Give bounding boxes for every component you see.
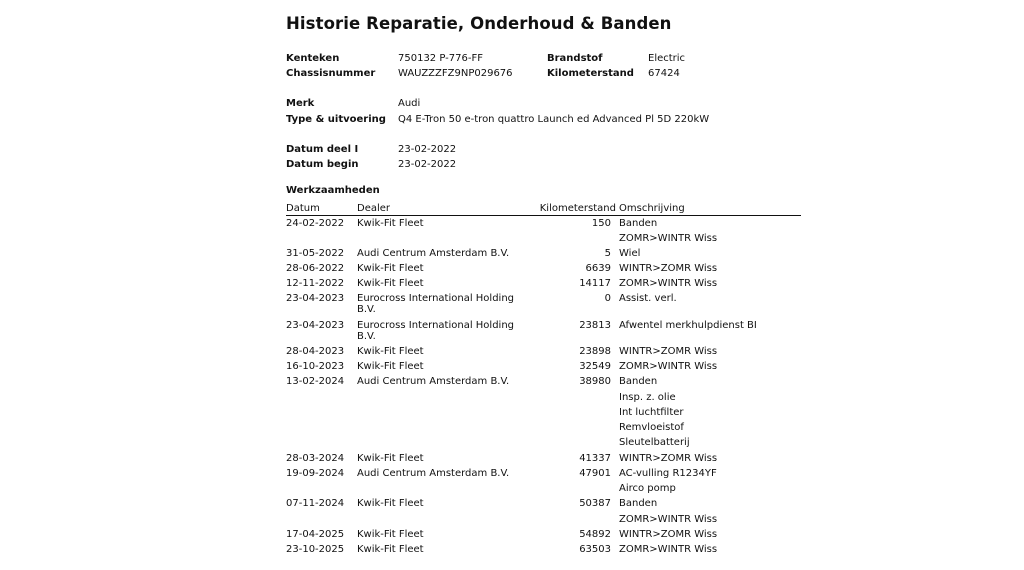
row-omschrijving: ZOMR>WINTR Wiss [619,278,718,289]
header-rule [286,215,801,216]
row-kilometerstand: 5 [604,248,611,259]
row-omschrijving: ZOMR>WINTR Wiss [619,514,718,525]
werkzaamheden-title: Werkzaamheden [286,185,380,196]
row-dealer: Kwik-Fit Fleet [357,346,424,357]
row-dealer: Kwik-Fit Fleet [357,453,424,464]
row-kilometerstand: 63503 [579,544,611,555]
row-date: 28-03-2024 [286,453,345,464]
row-omschrijving: WINTR>ZOMR Wiss [619,529,718,540]
chassis-value: WAUZZZFZ9NP029676 [398,68,513,79]
row-date: 07-11-2024 [286,498,345,509]
header-kilometerstand: Kilometerstand [539,203,616,214]
row-date: 24-02-2022 [286,218,345,229]
row-dealer: Kwik-Fit Fleet [357,263,424,274]
row-omschrijving: ZOMR>WINTR Wiss [619,361,718,372]
datum-deel-label: Datum deel I [286,144,359,155]
row-kilometerstand: 6639 [585,263,611,274]
row-omschrijving: ZOMR>WINTR Wiss [619,233,718,244]
row-omschrijving: Int luchtfilter [619,407,684,418]
datum-deel-value: 23-02-2022 [398,144,457,155]
row-kilometerstand: 0 [604,293,611,304]
row-omschrijving: Insp. z. olie [619,392,676,403]
datum-begin-value: 23-02-2022 [398,159,457,170]
row-date: 16-10-2023 [286,361,345,372]
row-date: 23-04-2023 [286,293,345,304]
row-date: 28-06-2022 [286,263,345,274]
row-dealer: Eurocross International Holding B.V. [357,293,515,315]
row-omschrijving: Banden [619,498,658,509]
datum-begin-label: Datum begin [286,159,359,170]
brandstof-value: Electric [648,53,686,64]
row-date: 17-04-2025 [286,529,345,540]
row-kilometerstand: 50387 [579,498,611,509]
row-date: 13-02-2024 [286,376,345,387]
row-date: 23-10-2025 [286,544,345,555]
row-dealer: Eurocross International Holding B.V. [357,320,515,342]
merk-value: Audi [398,98,421,109]
page-title: Historie Reparatie, Onderhoud & Banden [286,14,672,33]
row-dealer: Audi Centrum Amsterdam B.V. [357,376,510,387]
row-kilometerstand: 32549 [579,361,611,372]
row-omschrijving: WINTR>ZOMR Wiss [619,346,718,357]
kenteken-value: 750132 P-776-FF [398,53,483,64]
table-header [286,202,801,215]
row-dealer: Audi Centrum Amsterdam B.V. [357,468,510,479]
row-date: 23-04-2023 [286,320,345,331]
row-dealer: Kwik-Fit Fleet [357,278,424,289]
type-value: Q4 E-Tron 50 e-tron quattro Launch ed Advanced Pl 5D 220kW [398,114,710,125]
row-dealer: Kwik-Fit Fleet [357,529,424,540]
type-label: Type & uitvoering [286,114,386,125]
kenteken-label: Kenteken [286,53,340,64]
row-date: 28-04-2023 [286,346,345,357]
kilometerstand-label: Kilometerstand [547,68,634,79]
row-kilometerstand: 23898 [579,346,611,357]
row-omschrijving: WINTR>ZOMR Wiss [619,263,718,274]
row-omschrijving: Afwentel merkhulpdienst BI [619,320,757,331]
row-date: 31-05-2022 [286,248,345,259]
row-omschrijving: Wiel [619,248,641,259]
row-kilometerstand: 41337 [579,453,611,464]
header-date: Datum [286,203,320,214]
header-dealer: Dealer [357,203,391,214]
row-omschrijving: Banden [619,376,658,387]
row-omschrijving: Banden [619,218,658,229]
brandstof-label: Brandstof [547,53,603,64]
row-kilometerstand: 150 [591,218,611,229]
row-omschrijving: Remvloeistof [619,422,684,433]
row-dealer: Kwik-Fit Fleet [357,218,424,229]
row-kilometerstand: 54892 [579,529,611,540]
row-dealer: Audi Centrum Amsterdam B.V. [357,248,510,259]
row-dealer: Kwik-Fit Fleet [357,498,424,509]
header-omschrijving: Omschrijving [619,203,685,214]
row-kilometerstand: 47901 [579,468,611,479]
row-omschrijving: Sleutelbatterij [619,437,690,448]
row-date: 19-09-2024 [286,468,345,479]
row-omschrijving: Airco pomp [619,483,676,494]
merk-label: Merk [286,98,315,109]
row-kilometerstand: 38980 [579,376,611,387]
kilometerstand-value: 67424 [648,68,680,79]
row-kilometerstand: 14117 [579,278,611,289]
row-dealer: Kwik-Fit Fleet [357,361,424,372]
row-dealer: Kwik-Fit Fleet [357,544,424,555]
row-omschrijving: Assist. verl. [619,293,677,304]
row-omschrijving: ZOMR>WINTR Wiss [619,544,718,555]
row-kilometerstand: 23813 [579,320,611,331]
row-omschrijving: WINTR>ZOMR Wiss [619,453,718,464]
row-date: 12-11-2022 [286,278,345,289]
chassis-label: Chassisnummer [286,68,376,79]
row-omschrijving: AC-vulling R1234YF [619,468,717,479]
